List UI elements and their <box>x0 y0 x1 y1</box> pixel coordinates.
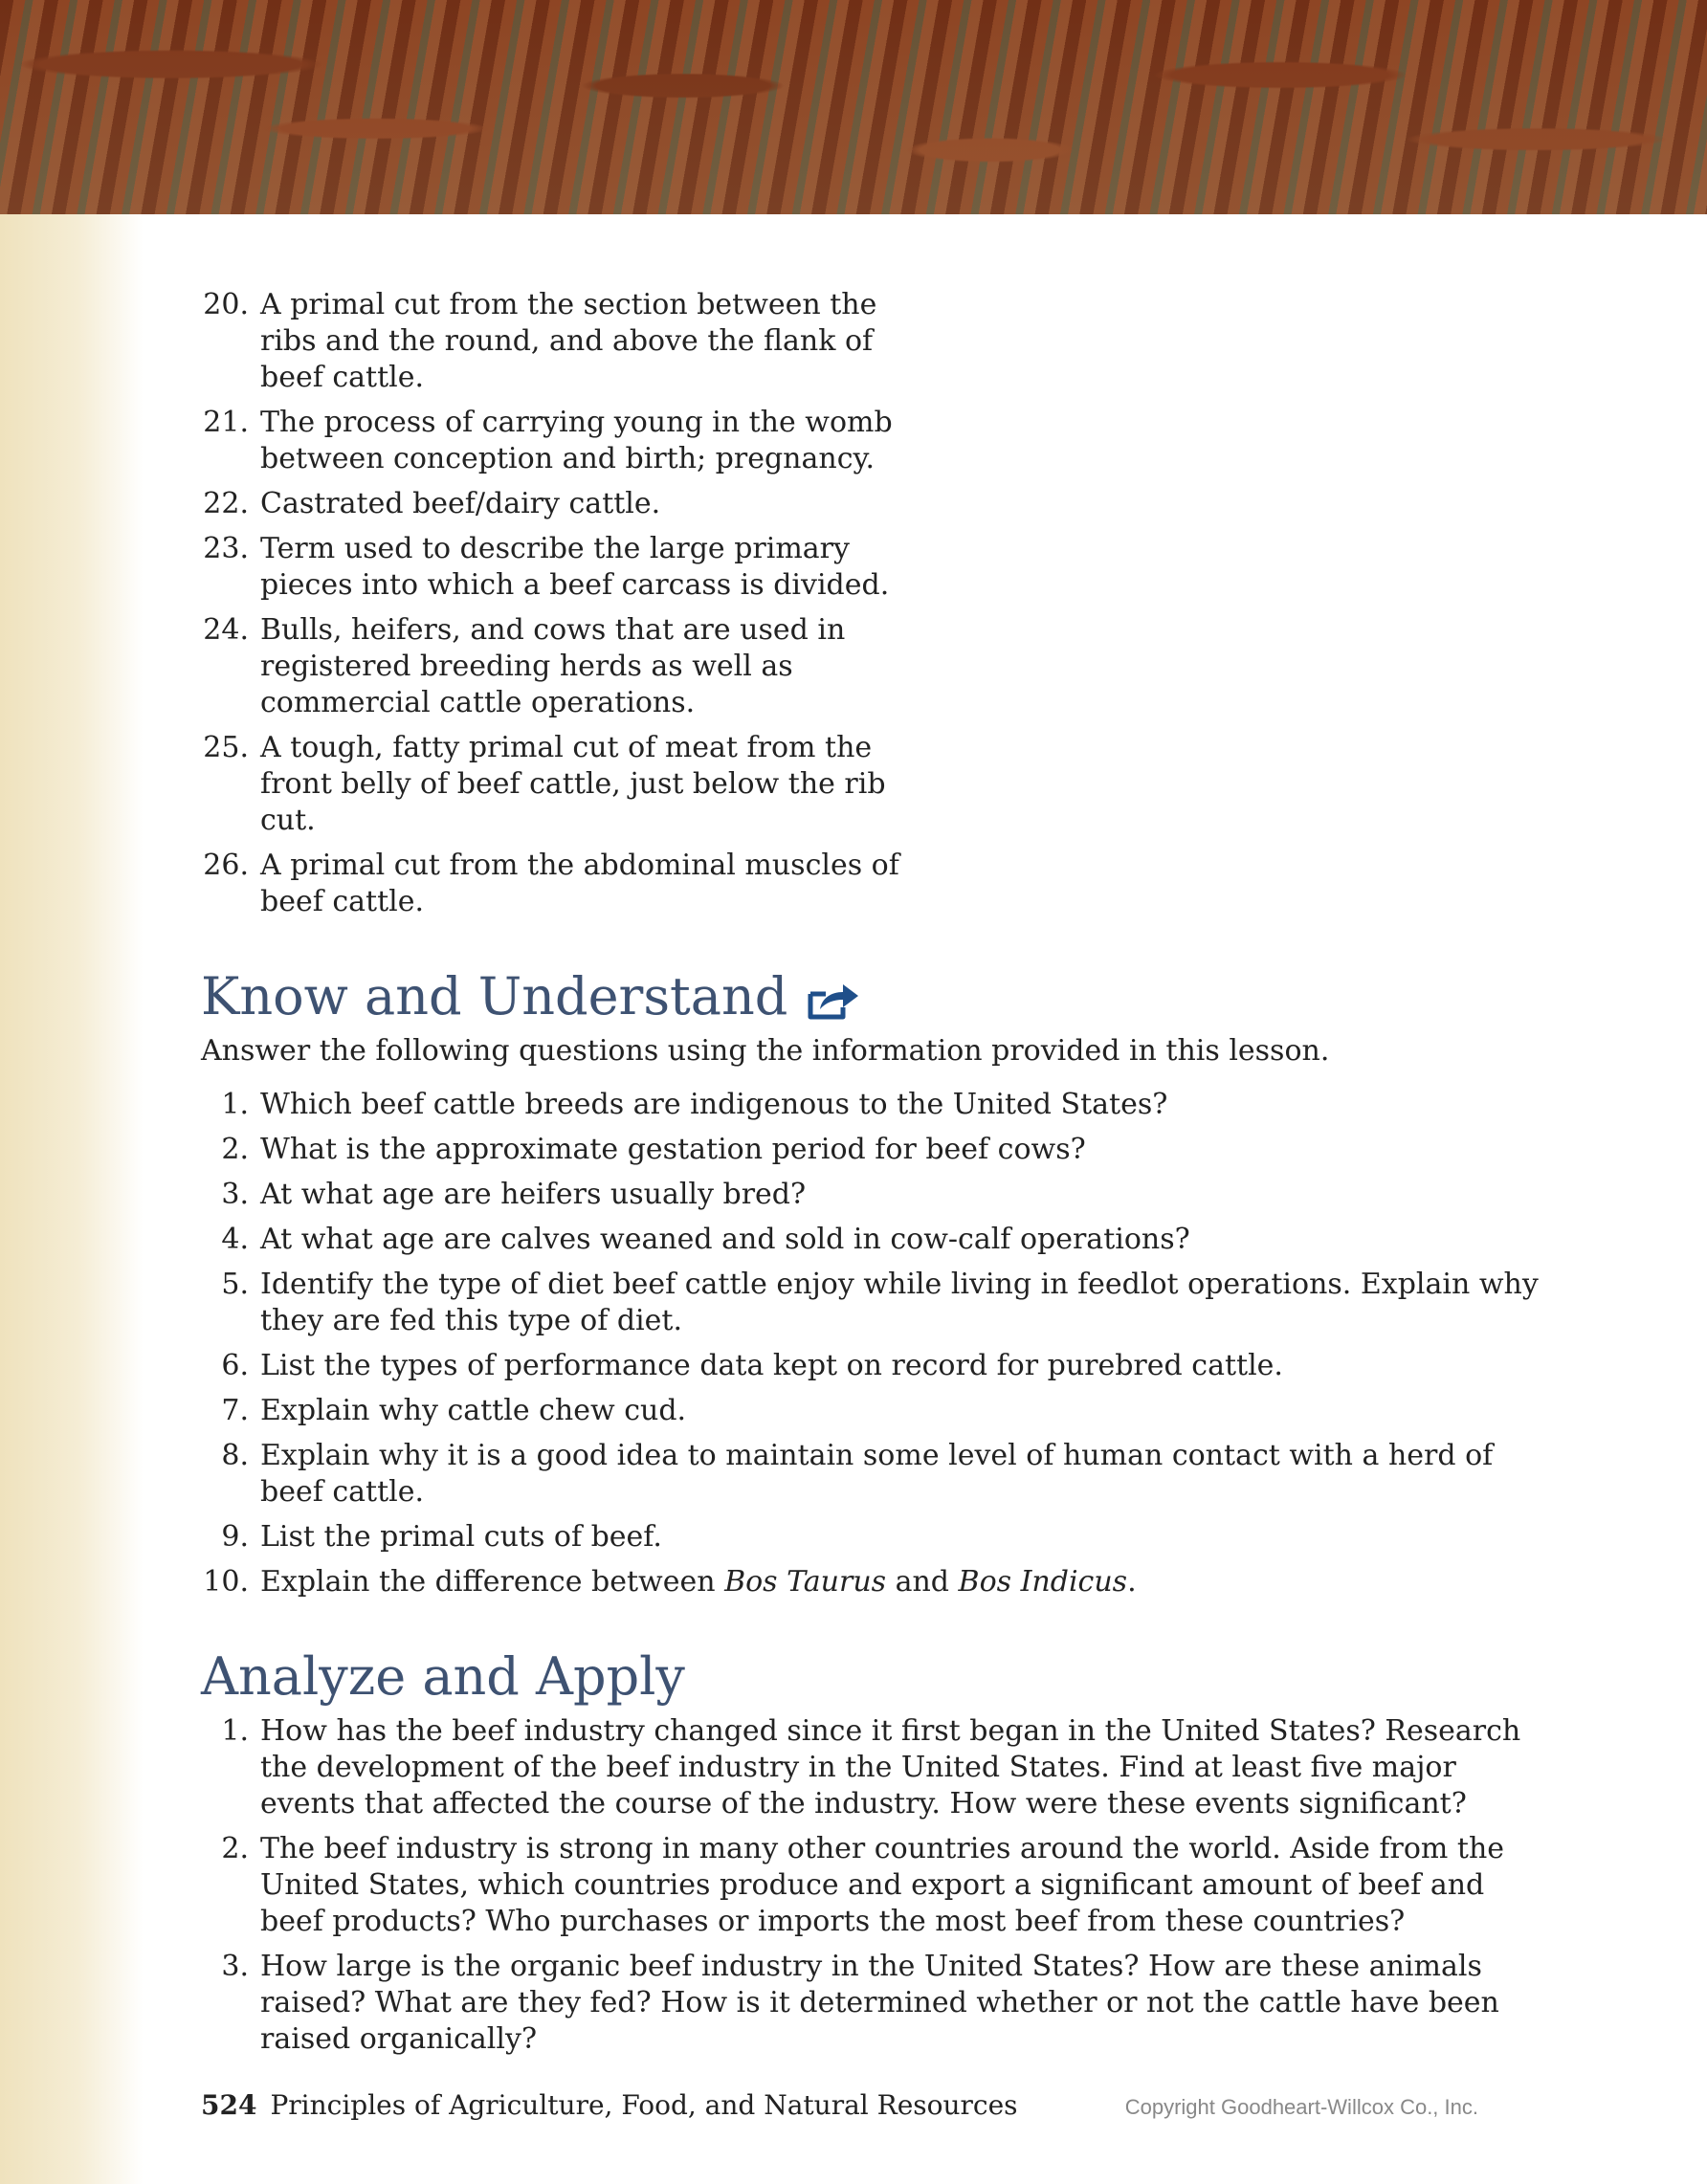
list-item: 20. A primal cut from the section between the ribs and the round, and above the flank of beef cattle. <box>203 288 877 394</box>
cattle-herd-photo <box>0 0 1707 214</box>
list-item: 26. A primal cut from the abdominal muscles of beef cattle. <box>203 849 899 918</box>
list-item: 22. Castrated beef/dairy cattle. <box>203 487 661 520</box>
list-item: 1. Which beef cattle breeds are indigenous to the United States? <box>221 1088 1168 1121</box>
list-item: 7. Explain why cattle chew cud. <box>221 1394 687 1427</box>
section-title: Analyze and Apply <box>201 1646 685 1707</box>
analyze-questions-list <box>201 1713 1541 2058</box>
list-item: 6. List the types of performance data kept on record for purebred cattle. <box>221 1349 1283 1382</box>
species-term: Bos Taurus <box>724 1565 887 1599</box>
section-intro: Answer the following questions using the information provided in this lesson. <box>201 1034 1330 1068</box>
side-decorative-strip <box>0 214 144 2184</box>
copyright-notice: Copyright Goodheart-Willcox Co., Inc. <box>1124 2095 1478 2119</box>
analyze-and-apply-heading <box>201 1646 1541 1708</box>
know-and-understand-heading <box>201 966 1541 1027</box>
list-item: 23. Term used to describe the large primary pieces into which a beef carcass is divided. <box>203 532 890 602</box>
list-item: 2. What is the approximate gestation period for beef cows? <box>221 1133 1086 1166</box>
list-item: 21. The process of carrying young in the womb between conception and birth; pregnancy. <box>203 406 893 475</box>
page-number: 524 <box>201 2089 257 2121</box>
list-item: 3. How large is the organic beef industry in the United States? How are these animals raised? What are they fed? How is it determined whether or not the cattle have been raised organically? <box>221 1950 1499 2056</box>
list-item: 2. The beef industry is strong in many other countries around the world. Aside from the United States, which countries produce and export a significant amount of beef and beef products? Who purchases or imports the most beef from these countries? <box>221 1832 1505 1938</box>
list-item: 4. At what age are calves weaned and sold in cow-calf operations? <box>221 1223 1190 1256</box>
book-title: Principles of Agriculture, Food, and Natural Resources <box>270 2089 1018 2121</box>
vocabulary-list <box>201 287 928 920</box>
list-item: 10. Explain the difference between Bos Taurus and Bos Indicus. <box>203 1565 1137 1599</box>
list-item: 9. List the primal cuts of beef. <box>221 1520 662 1554</box>
species-term: Bos Indicus <box>958 1565 1128 1599</box>
share-icon[interactable] <box>805 975 862 1019</box>
list-item: 24. Bulls, heifers, and cows that are used in registered breeding herds as well as commercial cattle operations. <box>203 613 846 719</box>
list-item: 8. Explain why it is a good idea to maintain some level of human contact with a herd of beef cattle. <box>221 1439 1494 1509</box>
list-item: 25. A tough, fatty primal cut of meat from the front belly of beef cattle, just below the rib cut. <box>203 731 886 837</box>
page-footer <box>201 2089 1478 2121</box>
section-title: Know and Understand <box>201 966 788 1026</box>
list-item: 3. At what age are heifers usually bred? <box>221 1178 807 1211</box>
footer-book-info <box>201 2089 1018 2121</box>
list-item: 1. How has the beef industry changed since it first began in the United States? Research the development of the beef industry in the United States. Find at least five major events that affected the course of the industry. How were these events significant? <box>221 1714 1521 1820</box>
know-questions-list <box>201 1087 1541 1600</box>
page-content <box>201 287 1541 2066</box>
list-item: 5. Identify the type of diet beef cattle enjoy while living in feedlot operations. Explain why they are fed this type of diet. <box>221 1268 1539 1337</box>
